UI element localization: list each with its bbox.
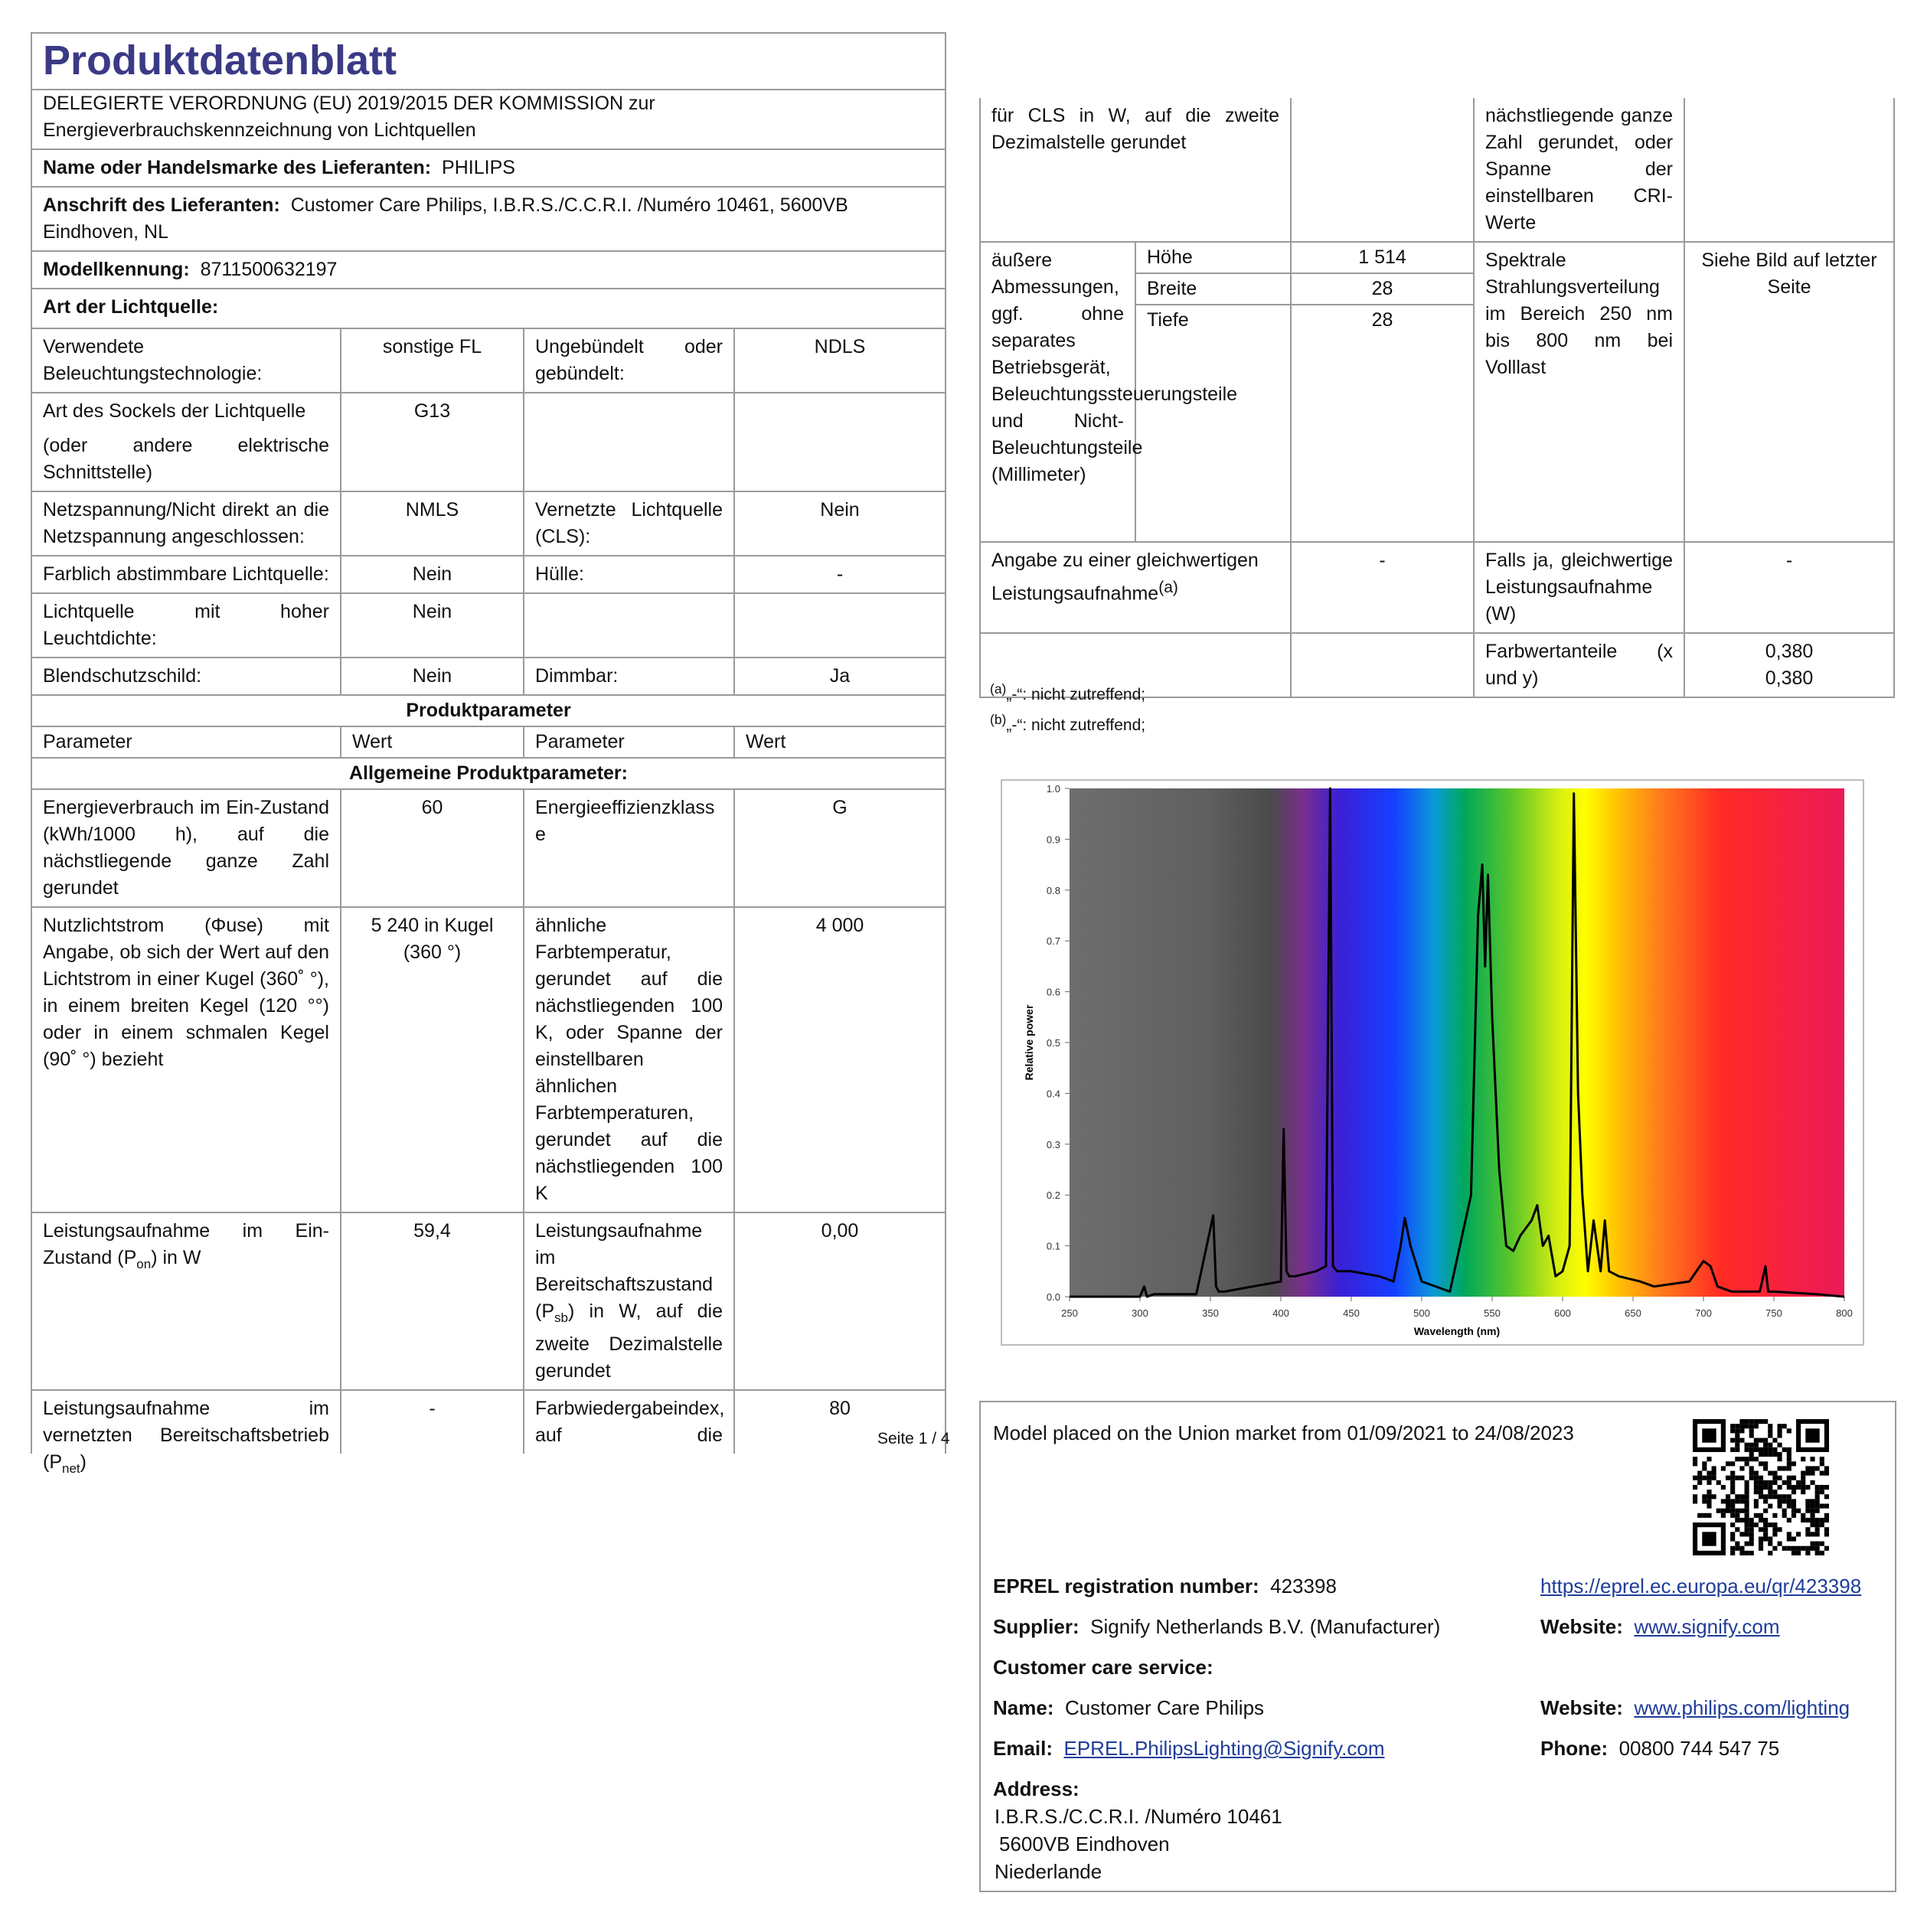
- x-tick-label: 450: [1343, 1307, 1360, 1319]
- depth-value: 28: [1291, 305, 1474, 542]
- cls-value: Nein: [734, 491, 946, 556]
- continuation-table: [979, 98, 1895, 698]
- plot-area: [1070, 788, 1844, 1297]
- height-label: Höhe: [1135, 242, 1291, 273]
- light-source-type-label: Art der Lichtquelle:: [43, 296, 219, 318]
- supplier-name-value: PHILIPS: [442, 157, 515, 178]
- y-tick-label: 0.9: [1046, 834, 1060, 846]
- signify-link[interactable]: www.signify.com: [1634, 1615, 1780, 1638]
- equivalent-power-w-value: -: [1684, 542, 1894, 633]
- address-line-1: I.B.R.S./C.C.R.I. /Numéro 10461: [995, 1805, 1282, 1828]
- qr-code: [1693, 1419, 1829, 1555]
- cap-label-2: (oder andere elektrische Schnittstelle): [43, 435, 329, 483]
- spd-label: Spektrale Strahlungsverteilung im Bereich 250 nm bis 800 nm bei Volllast: [1474, 242, 1684, 542]
- x-tick-label: 500: [1413, 1307, 1430, 1319]
- y-tick-label: 0.1: [1046, 1240, 1060, 1252]
- y-tick-label: 0.6: [1046, 986, 1060, 998]
- address-line-3: Niederlande: [995, 1860, 1102, 1883]
- cap-label: Art des Sockels der Lichtquelle: [43, 400, 306, 422]
- y-tick-label: 1.0: [1046, 783, 1060, 795]
- cri-label: Farbwiedergabeindex, auf die: [524, 1390, 734, 1454]
- height-value: 1 514: [1291, 242, 1474, 273]
- on-mode-power-label: Leistungsaufnahme im Ein-Zustand $(P_{on})$ in W: [31, 1212, 341, 1390]
- mains-label: Netzspannung/Nicht direkt an die Netzspannung angeschlossen:: [31, 491, 341, 556]
- mains-value: NMLS: [341, 491, 524, 556]
- supplier-address-value: Customer Care Philips, I.B.R.S./C.C.R.I. /Numéro 10461, 5600VB Eindhoven, NL: [43, 194, 848, 243]
- x-tick-label: 600: [1554, 1307, 1571, 1319]
- page-number: Seite 1 / 4: [877, 1430, 950, 1447]
- x-tick-label: 700: [1695, 1307, 1712, 1319]
- supplier-address-label: Anschrift des Lieferanten:: [43, 194, 280, 216]
- x-tick-label: 750: [1765, 1307, 1782, 1319]
- width-label: Breite: [1135, 273, 1291, 305]
- on-mode-power-value: 59,4: [341, 1212, 524, 1390]
- eprel-number: EPREL registration number: 423398: [993, 1575, 1337, 1597]
- envelope-label: Hülle:: [524, 556, 734, 593]
- dimmable-label: Dimmbar:: [524, 658, 734, 695]
- cct-value: 4 000: [734, 907, 946, 1212]
- model-value: 8711500632197: [200, 259, 338, 280]
- luminous-flux-label: Nutzlichtstrom (Φuse) mit Angabe, ob sich der Wert auf den Lichtstrom in einer Kugel (360˚ °), in einem breiten Kegel (120 °°) oder in einem schmalen Kegel (90˚ °) bezieht: [31, 907, 341, 1212]
- x-tick-label: 650: [1625, 1307, 1641, 1319]
- dimmable-value: Ja: [734, 658, 946, 695]
- footnote-a: $^{(a)}$„-“: nicht zutreffend;: [990, 681, 1146, 703]
- spectrum-chart: [1001, 779, 1864, 1346]
- y-tick-label: 0.4: [1046, 1088, 1060, 1100]
- y-tick-label: 0.2: [1046, 1190, 1060, 1202]
- address-line-2: 5600VB Eindhoven: [999, 1832, 1170, 1855]
- focus-value: NDLS: [734, 328, 946, 393]
- x-axis-label: Wavelength (nm): [1413, 1325, 1501, 1337]
- eprel-link[interactable]: https://eprel.ec.europa.eu/qr/423398: [1540, 1575, 1862, 1597]
- y-tick-label: 0.0: [1046, 1291, 1060, 1303]
- standby-power-label: Leistungsaufnahme im Bereitschaftszustand $(P_{sb})$ in W, auf die zweite Dezimalstelle gerundet: [524, 1212, 734, 1390]
- care-website: Website: www.philips.com/lighting: [1540, 1696, 1850, 1719]
- networked-standby-label: Leistungsaufnahme im vernetzten Bereitschaftsbetrieb $(P_{net})$: [31, 1390, 341, 1454]
- technology-value: sonstige FL: [341, 328, 524, 393]
- tunable-label: Farblich abstimmbare Lichtquelle:: [31, 556, 341, 593]
- supplier-name-label: Name oder Handelsmarke des Lieferanten:: [43, 157, 432, 178]
- eprel-info-box: [979, 1401, 1896, 1892]
- x-tick-label: 300: [1132, 1307, 1148, 1319]
- y-tick-label: 0.3: [1046, 1138, 1060, 1150]
- technology-label: Verwendete Beleuchtungstechnologie:: [31, 328, 341, 393]
- chromaticity-value: 0,380 0,380: [1684, 633, 1894, 697]
- footnote-b: $^{(b)}$„-“: nicht zutreffend;: [990, 712, 1146, 734]
- care-email: Email: EPREL.PhilipsLighting@Signify.com: [993, 1737, 1385, 1760]
- x-tick-label: 350: [1202, 1307, 1219, 1319]
- regulation-text: DELEGIERTE VERORDNUNG (EU) 2019/2015 DER KOMMISSION zur Energieverbrauchskennzeichnung von Lichtquellen: [43, 93, 655, 141]
- product-params-heading: Produktparameter: [31, 695, 946, 726]
- general-params-heading: Allgemeine Produktparameter:: [31, 758, 946, 789]
- page-title: Produktdatenblatt: [43, 38, 397, 83]
- high-luminance-value: Nein: [341, 593, 524, 658]
- focus-label: Ungebündelt oder gebündelt:: [524, 328, 734, 393]
- equivalent-power-label: Angabe zu einer gleichwertigen Leistungsaufnahme$^{(a)}$: [980, 542, 1291, 633]
- cls-power-cont: für CLS in W, auf die zweite Dezimalstelle gerundet: [980, 98, 1291, 242]
- col-value-2: Wert: [734, 726, 946, 758]
- col-param-2: Parameter: [524, 726, 734, 758]
- envelope-value: -: [734, 556, 946, 593]
- email-link[interactable]: EPREL.PhilipsLighting@Signify.com: [1063, 1737, 1385, 1760]
- supplier-website: Website: www.signify.com: [1540, 1615, 1780, 1638]
- equivalent-power-value: -: [1291, 542, 1474, 633]
- depth-label: Tiefe: [1135, 305, 1291, 542]
- customer-care-heading: Customer care service:: [993, 1656, 1213, 1679]
- chromaticity-label: Farbwertanteile (x und y): [1474, 633, 1684, 697]
- y-axis-label: Relative power: [1023, 1004, 1035, 1081]
- x-tick-label: 550: [1484, 1307, 1501, 1319]
- spectrum-svg: [1002, 781, 1863, 1344]
- y-tick-label: 0.8: [1046, 884, 1060, 896]
- high-luminance-label: Lichtquelle mit hoher Leuchtdichte:: [31, 593, 341, 658]
- supplier: Supplier: Signify Netherlands B.V. (Manufacturer): [993, 1615, 1441, 1638]
- width-value: 28: [1291, 273, 1474, 305]
- energy-consumption-label: Energieverbrauch im Ein-Zustand (kWh/1000 h), auf die nächstliegende ganze Zahl gerundet: [31, 789, 341, 907]
- col-param-1: Parameter: [31, 726, 341, 758]
- tunable-value: Nein: [341, 556, 524, 593]
- cct-label: ähnliche Farbtemperatur, gerundet auf die nächstliegenden 100 K, oder Spanne der einstellbaren ähnlichen Farbtemperaturen, gerundet auf die nächstliegenden 100 K: [524, 907, 734, 1212]
- cri-label-cont: nächstliegende ganze Zahl gerundet, oder Spanne der einstellbaren CRI-Werte: [1474, 98, 1684, 242]
- care-phone: Phone: 00800 744 547 75: [1540, 1737, 1780, 1760]
- energy-class-label: Energieeffizienzklasse: [524, 789, 734, 907]
- cls-label: Vernetzte Lichtquelle (CLS):: [524, 491, 734, 556]
- product-info-table: [31, 32, 946, 1476]
- equivalent-power-w-label: Falls ja, gleichwertige Leistungsaufnahme (W): [1474, 542, 1684, 633]
- networked-standby-value: -: [341, 1390, 524, 1454]
- standby-power-value: 0,00: [734, 1212, 946, 1390]
- market-period: Model placed on the Union market from 01/09/2021 to 24/08/2023: [993, 1421, 1574, 1444]
- spd-value: Siehe Bild auf letzter Seite: [1684, 242, 1894, 542]
- philips-link[interactable]: www.philips.com/lighting: [1634, 1696, 1850, 1719]
- x-tick-label: 400: [1272, 1307, 1289, 1319]
- x-tick-label: 800: [1836, 1307, 1853, 1319]
- dimensions-label: äußere Abmessungen, ggf. ohne separates Betriebsgerät, Beleuchtungssteuerungsteile und Nicht-Beleuchtungsteile (Millimeter): [980, 242, 1135, 542]
- cri-value: 80: [734, 1390, 946, 1454]
- energy-consumption-value: 60: [341, 789, 524, 907]
- col-value-1: Wert: [341, 726, 524, 758]
- x-tick-label: 250: [1061, 1307, 1078, 1319]
- glare-shield-label: Blendschutzschild:: [31, 658, 341, 695]
- address-label: Address:: [993, 1777, 1079, 1800]
- y-tick-label: 0.5: [1046, 1037, 1060, 1049]
- luminous-flux-value: 5 240 in Kugel (360 °): [341, 907, 524, 1212]
- y-tick-label: 0.7: [1046, 935, 1060, 948]
- energy-class-value: G: [734, 789, 946, 907]
- cap-value: G13: [341, 393, 524, 491]
- model-label: Modellkennung:: [43, 259, 190, 280]
- care-name: Name: Customer Care Philips: [993, 1696, 1265, 1719]
- glare-shield-value: Nein: [341, 658, 524, 695]
